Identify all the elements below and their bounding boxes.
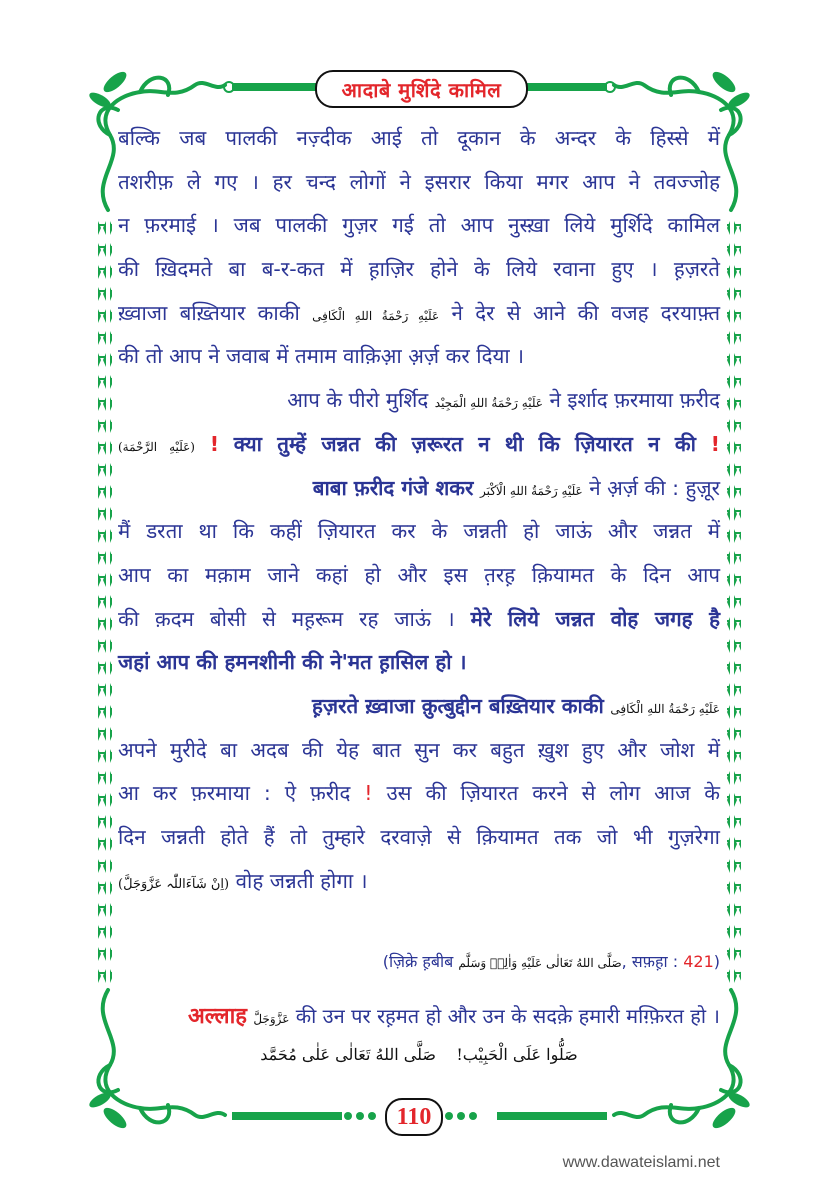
text-line-5 bbox=[118, 292, 720, 336]
line-text: ख़्वाजा बख़्तियार काकी bbox=[118, 300, 300, 325]
citation-page-label: , सफ़ह़ा : bbox=[621, 952, 679, 971]
text-line-15 bbox=[118, 729, 720, 773]
text-line-6 bbox=[118, 335, 720, 379]
arabic-honorific: عَلَيْهِ رَحْمَةُ اللهِ الْكَافِى bbox=[610, 701, 720, 716]
closing-text: की उन पर रह़मत हो और उन के सदक़े हमारी मग़्फ़िरत हो । bbox=[295, 1004, 720, 1028]
line-text: बल्कि जब पालकी नज़्दीक आई तो दूकान के अन्दर के हिस्से में bbox=[118, 126, 720, 150]
line-text: दिन जन्नती होते हैं तो तुम्हारे दरवाज़े से क़ियामत तक जो भी गुज़रेगा bbox=[118, 825, 720, 849]
text-line-12 bbox=[118, 598, 720, 642]
durood-response: صَلَّى اللهُ تَعَالٰى عَلٰى مُحَمَّد bbox=[260, 1045, 436, 1064]
text-line-13 bbox=[118, 641, 720, 685]
bold-quote: क्या तुम्हें जन्नत की ज़रूरत न थी कि ज़ियारत न की bbox=[233, 431, 696, 456]
line-text: ने देर से आने की वजह दरयाफ़्त bbox=[451, 300, 721, 325]
line-text: की तो आप ने जवाब में तमाम वाक़िआ़ अ़र्ज़ कर दिया । bbox=[118, 344, 524, 369]
line-text: वोह जन्नती होगा । bbox=[235, 868, 368, 893]
website-url[interactable]: www.dawateislami.net bbox=[562, 1154, 720, 1171]
line-text: आप के पीरो मुर्शिद bbox=[287, 388, 429, 413]
page-number: 110 bbox=[385, 1098, 443, 1136]
top-bar-right bbox=[522, 83, 607, 91]
text-line-9 bbox=[118, 467, 720, 511]
citation-page-number: 421 bbox=[683, 952, 714, 971]
line-text: ने अ़र्ज़ की : हुज़ूर bbox=[589, 475, 720, 500]
text-line-16 bbox=[118, 772, 720, 816]
line-text: आ कर फ़रमाया : ऐ फ़रीद bbox=[118, 781, 351, 806]
line-text: अपने मुरीदे बा अदब की येह बात सुन कर बहुत ख़ुश हुए और जोश में bbox=[118, 737, 720, 762]
text-line-3 bbox=[118, 204, 720, 248]
durood-call: صَلُّوا عَلَى الْحَبِيْب! bbox=[456, 1045, 578, 1064]
arabic-honorific: عَلَيْهِ رَحْمَةُ اللهِ الْاَكْبَر bbox=[479, 483, 583, 498]
arabic-honorific: (عَلَيْهِ الرَّحْمَة) bbox=[118, 439, 195, 454]
line-text: ने इर्शाद फ़रमाया फ़रीद bbox=[549, 388, 720, 413]
text-line-7 bbox=[118, 379, 720, 423]
line-text: आप का मक़ाम जाने कहां हो और इस त़रह़ क़ियामत के दिन आप bbox=[118, 562, 720, 587]
arabic-honorific: صَلَّى اللهُ تَعَالٰى عَلَيْهِ وَاٰلِهٖ وَسَلَّم bbox=[458, 956, 622, 970]
line-text: तशरीफ़ ले गए । हर चन्द लोगों ने इसरार किया मगर आप ने तवज्जोह bbox=[118, 169, 720, 194]
bold-quote: मेरे लिये जन्नत वोह जगह है bbox=[470, 606, 720, 631]
line-text: न फ़रमाई । जब पालकी गुज़र गई तो आप नुस्ख़ा लिये मुर्शिदे कामिल bbox=[118, 213, 720, 238]
line-text: की क़दम बोसी से मह़रूम रह जाऊं । bbox=[118, 606, 455, 631]
line-text: उस की ज़ियारत करने से लोग आज के bbox=[386, 781, 720, 806]
bold-quote: जहां आप की हमनशीनी की ने'मत ह़ासिल हो । bbox=[118, 650, 467, 675]
citation-source: (ज़िक्रे ह़बीब bbox=[382, 952, 454, 971]
arabic-phrase: (اِنْ شَآءَاللّٰہ عَزَّوَجَلَّ) bbox=[118, 876, 230, 892]
text-line-14 bbox=[118, 685, 720, 729]
exclamation-mark: ! bbox=[710, 431, 720, 456]
arabic-honorific: عَلَيْهِ رَحْمَةُ اللهِ الْمَجِيْد bbox=[434, 396, 543, 411]
citation-close: ) bbox=[713, 952, 720, 971]
arabic-honorific: عَلَيْهِ رَحْمَةُ اللهِ الْكَافِى bbox=[312, 308, 440, 323]
text-line-11 bbox=[118, 554, 720, 598]
durood-line bbox=[118, 1045, 720, 1064]
text-line-2 bbox=[118, 161, 720, 205]
exclamation-mark: ! bbox=[364, 781, 373, 806]
bold-name: ह़ज़रते ख़्वाजा क़ुत्बुद्दीन बख़्तियार काकी bbox=[311, 693, 604, 718]
text-line-4 bbox=[118, 248, 720, 292]
text-line-10 bbox=[118, 510, 720, 554]
bold-name: बाबा फ़रीद गंजे शकर bbox=[312, 475, 474, 500]
text-line-1 bbox=[118, 117, 720, 161]
line-text: मैं डरता था कि कहीं ज़ियारत कर के जन्नती हो जाऊं और जन्नत में bbox=[118, 519, 720, 544]
text-line-17 bbox=[118, 816, 720, 860]
text-line-18 bbox=[118, 860, 720, 904]
chapter-title: आदाबे मुर्शिदे कामिल bbox=[315, 70, 528, 108]
exclamation-mark: ! bbox=[209, 431, 220, 456]
arabic-honorific: عَزَّوَجَلَّ bbox=[253, 1012, 290, 1026]
top-bar-left bbox=[232, 83, 317, 91]
line-text: की ख़िदमते बा ब-र-कत में ह़ाज़िर होने के लिये रवाना हुए । ह़ज़रते bbox=[118, 257, 720, 282]
body-text bbox=[118, 117, 720, 903]
allah-calligraphy: अल्लाह bbox=[187, 1003, 247, 1029]
closing-prayer bbox=[118, 1000, 720, 1030]
citation bbox=[118, 950, 720, 972]
text-line-8 bbox=[118, 423, 720, 467]
